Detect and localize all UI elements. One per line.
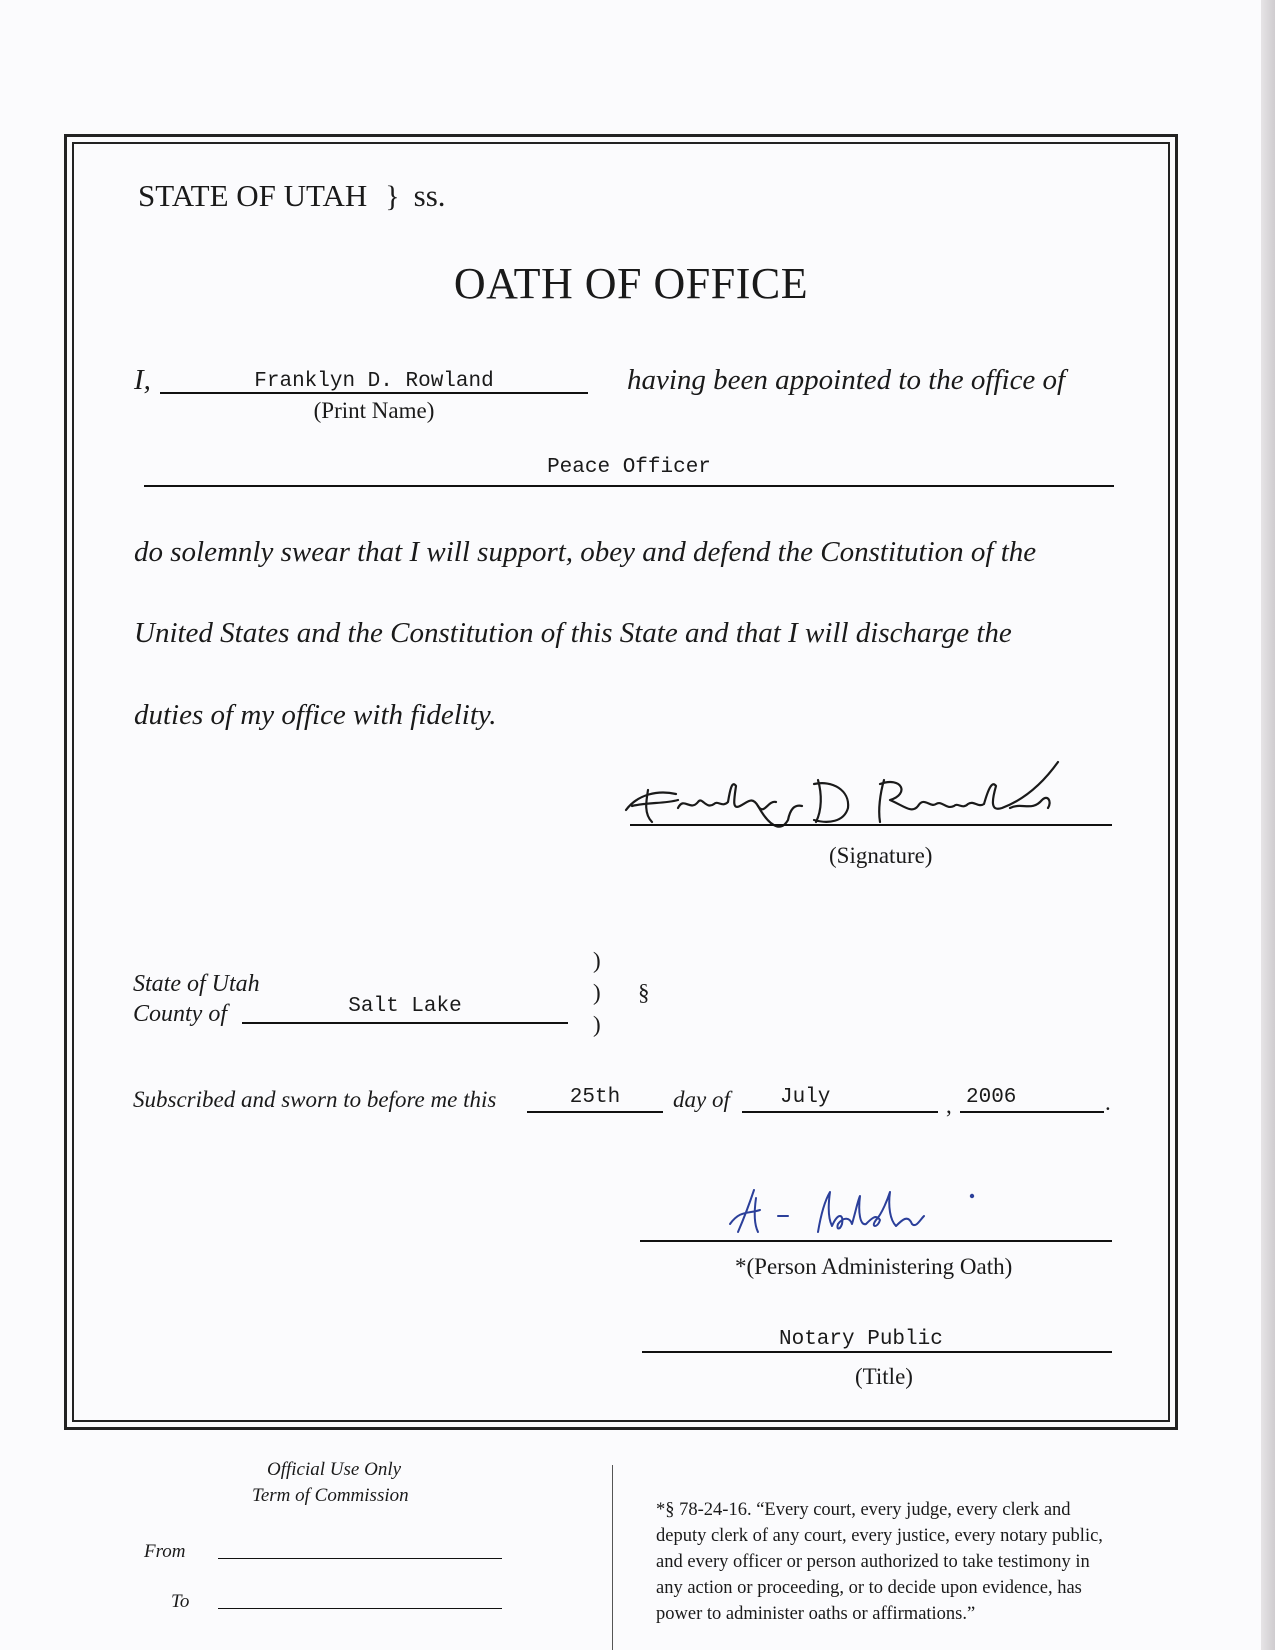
comma: , [946,1093,952,1118]
month-line [742,1111,938,1113]
day-value: 25th [569,1086,621,1109]
year-value: 2006 [966,1086,1017,1109]
office-line [144,485,1114,487]
venue-paren: ) [593,980,601,1005]
state-brace: } [385,180,400,213]
statute-footnote [656,1497,1176,1627]
administrator-caption: *(Person Administering Oath) [735,1254,1013,1279]
appointed-text: having been appointed to the office of [627,364,1066,396]
county-value: Salt Lake [348,995,462,1018]
officer-signature-line [630,824,1112,826]
day-line [527,1111,663,1113]
administrator-signature-line [640,1240,1112,1242]
state-heading [138,178,446,214]
oath-text-line: United States and the Constitution of this State and that I will discharge the [134,617,1012,649]
venue-paren: ) [593,1012,601,1037]
title-caption: (Title) [855,1364,913,1389]
to-label: To [171,1591,190,1612]
to-line [218,1608,502,1609]
oath-text-line: do solemnly swear that I will support, obey and defend the Constitution of the [134,536,1037,568]
footnote-line: *§ 78-24-16. “Every court, every judge, every clerk and [656,1500,1071,1520]
subscribed-prefix: Subscribed and sworn to before me this [133,1087,497,1112]
footnote-line: power to administer oaths or affirmations.” [656,1604,976,1624]
month-value: July [780,1086,831,1109]
name-caption: (Print Name) [313,398,435,423]
pronoun-label: I, [134,364,151,396]
office-value: Peace Officer [547,456,711,479]
year-line [960,1111,1104,1113]
page-edge [1261,0,1275,1650]
footnote-line: deputy clerk of any court, every justice, every notary public, [656,1526,1103,1546]
administrator-signature [720,1180,1020,1240]
oath-text-line: duties of my office with fidelity. [134,699,497,731]
day-of-label: day of [673,1087,730,1112]
from-line [218,1558,502,1559]
officer-signature [618,750,1078,840]
period: . [1105,1090,1111,1115]
section-symbol: § [638,980,650,1005]
footnote-line: any action or proceeding, or to decide upon evidence, has [656,1578,1082,1598]
term-of-commission: Term of Commission [252,1485,409,1506]
county-label: County of [133,1001,227,1027]
footer-divider [612,1465,613,1650]
official-use-heading: Official Use Only [267,1459,402,1480]
signature-caption: (Signature) [829,843,933,868]
ss-label: ss. [413,178,446,213]
venue-paren: ) [593,948,601,973]
county-line [242,1022,568,1024]
name-value: Franklyn D. Rowland [254,370,494,393]
title-value: Notary Public [779,1328,943,1351]
from-label: From [144,1541,186,1562]
state-label: STATE OF UTAH [138,178,368,213]
document-title: OATH OF OFFICE [453,259,809,308]
venue-state: State of Utah [133,971,260,997]
footnote-line: and every officer or person authorized to take testimony in [656,1552,1090,1572]
title-line [642,1351,1112,1353]
